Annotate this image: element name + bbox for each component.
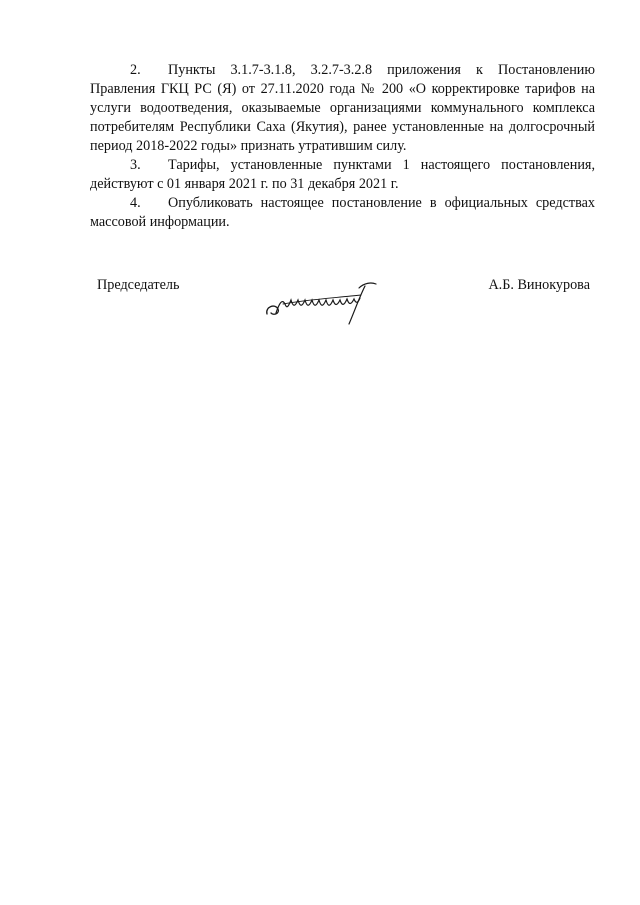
paragraph-number: 3. [130,157,141,173]
signer-title: Председатель [97,277,180,293]
handwritten-signature [263,280,383,328]
paragraph-text: Пункты 3.1.7-3.1.8, 3.2.7-3.2.8 приложения к Постановлению Правления ГКЦ РС (Я) от 27.11.2020 года № 200 «О корректировке тарифов на услуги водоотведения, оказываемые организациями коммунального комплекса потребителям Республики Саха (Якутия), ранее установленные на долгосрочный период 2018-2022 годы» признать утратившим силу. [90,62,595,154]
signature-block [97,276,590,336]
document-body [90,61,595,232]
paragraph-text: Тарифы, установленные пунктами 1 настоящего постановления, действуют с 01 января 2021 г. по 31 декабря 2021 г. [90,157,595,192]
paragraph-text: Опубликовать настоящее постановление в официальных средствах массовой информации. [90,195,595,230]
paragraph-number: 4. [130,195,141,211]
paragraph-4 [90,194,595,232]
paragraph-2 [90,61,595,156]
paragraph-3 [90,156,595,194]
paragraph-number: 2. [130,62,141,78]
signer-name: А.Б. Винокурова [488,277,590,293]
